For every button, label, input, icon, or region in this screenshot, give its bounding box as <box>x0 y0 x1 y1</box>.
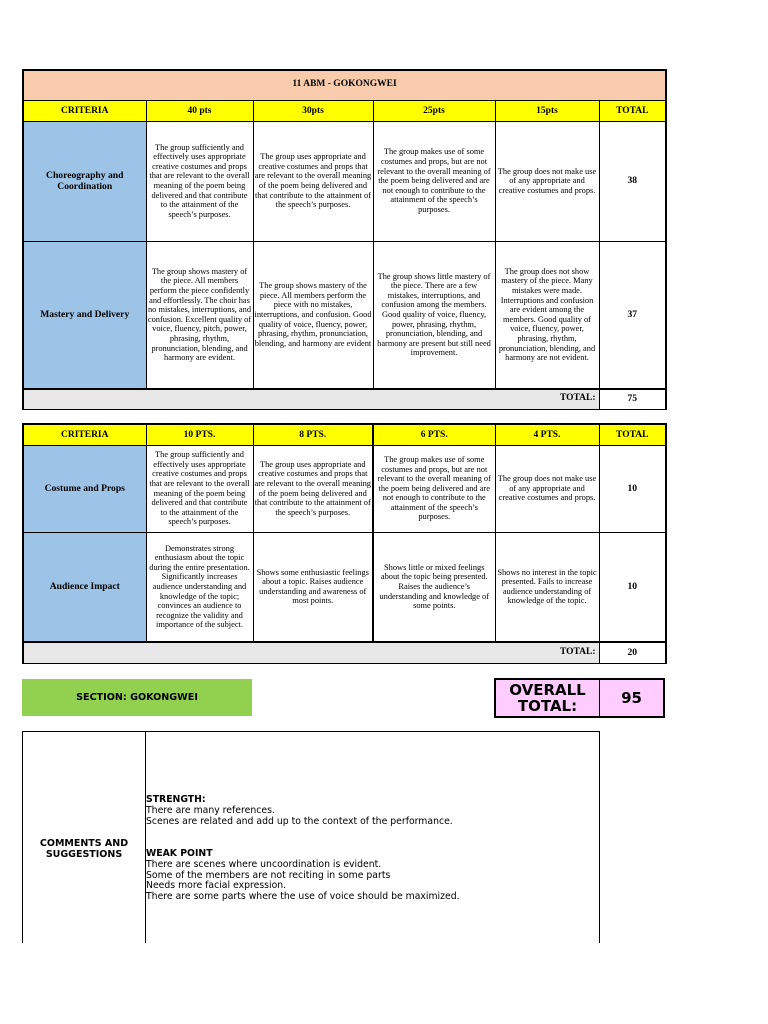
criteria-audience: Audience Impact <box>23 532 146 642</box>
table-row <box>23 121 666 241</box>
overall-total-value-text: 95 <box>621 689 642 707</box>
header-criteria: CRITERIA <box>23 424 146 445</box>
descriptor-cell: The group uses appropriate and creative costumes and props that are relevant to the overall meaning of the poem being delivered and that contribute to the attainment of the speech’s purposes. <box>253 445 373 532</box>
header-8pts: 8 PTS. <box>253 424 373 445</box>
score-cell: 37 <box>599 241 666 389</box>
total-value: 75 <box>599 389 666 409</box>
comments-label-text: COMMENTS AND SUGGESTIONS <box>39 838 129 860</box>
header-4pts: 4 PTS. <box>495 424 599 445</box>
table-row <box>23 532 666 642</box>
weak-point-line: Some of the members are not reciting in some parts <box>146 869 391 881</box>
total-row-spacer <box>23 389 495 409</box>
total-value: 20 <box>599 642 666 663</box>
section-label <box>22 679 252 716</box>
descriptor-cell: The group shows mastery of the piece. All members perform the piece with no mistakes, interruptions, and confusion. Good quality of voice, fluency, power, phrasing, rhythm, pronunciation, blending, and harmony are evident <box>253 241 373 389</box>
rubric-table-2 <box>22 423 667 664</box>
strength-line: Scenes are related and add up to the context of the performance. <box>146 815 453 827</box>
score-cell: 10 <box>599 532 666 642</box>
rubric-table-1 <box>22 69 667 410</box>
criteria-mastery: Mastery and Delivery <box>23 241 146 389</box>
total-label: TOTAL: <box>495 642 599 663</box>
criteria-costume: Costume and Props <box>23 445 146 532</box>
weak-point-line: There are scenes where uncoordination is evident. <box>146 858 382 870</box>
descriptor-cell: The group shows mastery of the piece. All members perform the piece confidently and effortlessly. The choir has no mistakes, interruptions, and confusion. Excellent quality of voice, fluency, pitch, power, phrasing, rhythm, pronunciation, blending, and harmony are evident. <box>146 241 253 389</box>
total-label: TOTAL: <box>495 389 599 409</box>
header-30pts: 30pts <box>253 100 373 121</box>
header-10pts: 10 PTS. <box>146 424 253 445</box>
total-row-spacer <box>23 642 495 663</box>
descriptor-cell: The group sufficiently and effectively uses appropriate creative costumes and props that are relevant to the overall meaning of the poem being delivered and that contribute to the attainment of the speech’s purposes. <box>146 445 253 532</box>
descriptor-cell: The group uses appropriate and creative costumes and props that are relevant to the overall meaning of the poem being delivered and that contribute to the attainment of the speech’s purposes. <box>253 121 373 241</box>
descriptor-cell: The group makes use of some costumes and props, but are not relevant to the overall meaning of the poem being delivered and are not enough to contribute to the attainment of the speech’s purposes. <box>373 445 495 532</box>
descriptor-cell: Shows little or mixed feelings about the topic being presented. Raises the audience’s understanding and knowledge of some points. <box>373 532 495 642</box>
comments-content <box>146 795 596 903</box>
table-row <box>23 241 666 389</box>
header-total: TOTAL <box>599 424 666 445</box>
descriptor-cell: The group does not make use of any appropriate and creative costumes and props. <box>495 121 599 241</box>
descriptor-cell: The group sufficiently and effectively uses appropriate creative costumes and props that are relevant to the overall meaning of the poem being delivered and that contribute to the attainment of the speech’s purposes. <box>146 121 253 241</box>
header-15pts: 15pts <box>495 100 599 121</box>
header-40pts: 40 pts <box>146 100 253 121</box>
table-row <box>23 445 666 532</box>
descriptor-cell: Shows no interest in the topic presented. Fails to increase audience understanding of knowledge of the topic. <box>495 532 599 642</box>
score-cell: 10 <box>599 445 666 532</box>
overall-total-label <box>494 678 600 718</box>
score-cell: 38 <box>599 121 666 241</box>
descriptor-cell: Demonstrates strong enthusiasm about the topic during the entire presentation. Significantly increases audience understanding and knowledge of the topic; convinces an audience to recognize the validity and importance of the subject. <box>146 532 253 642</box>
weak-point-line: Needs more facial expression. <box>146 880 287 892</box>
table-title: 11 ABM - GOKONGWEI <box>23 70 666 100</box>
weak-point-line: There are some parts where the use of voice should be maximized. <box>146 891 460 903</box>
header-criteria: CRITERIA <box>23 100 146 121</box>
header-6pts: 6 PTS. <box>373 424 495 445</box>
section-label-text: SECTION: GOKONGWEI <box>76 692 198 703</box>
weak-point-heading: WEAK POINT <box>146 847 213 859</box>
descriptor-cell: The group does not make use of any appropriate and creative costumes and props. <box>495 445 599 532</box>
criteria-choreography: Choreography and Coordination <box>23 121 146 241</box>
descriptor-cell: Shows some enthusiastic feelings about a topic. Raises audience understanding and awareness of most points. <box>253 532 373 642</box>
header-25pts: 25pts <box>373 100 495 121</box>
descriptor-cell: The group makes use of some costumes and props, but are not relevant to the overall meaning of the poem being delivered and are not enough to contribute to the attainment of the speech’s purposes. <box>373 121 495 241</box>
descriptor-cell: The group shows little mastery of the piece. There are a few mistakes, interruptions, and confusion among the members. Good quality of voice, fluency, power, phrasing, rhythm, pronunciation, blending, and harmony are present but still need improvement. <box>373 241 495 389</box>
strength-line: There are many references. <box>146 804 275 816</box>
strength-heading: STRENGTH: <box>146 794 206 805</box>
overall-total-value <box>599 678 665 718</box>
overall-total-label-text: OVERALL TOTAL: <box>509 681 586 715</box>
descriptor-cell: The group does not show mastery of the piece. Many mistakes were made. Interruptions and confusion are evident among the members. Good quality of voice, fluency, power, phrasing, rhythm, pronunciation, blending, and harmony are not evident. <box>495 241 599 389</box>
comments-label <box>23 838 145 860</box>
header-total: TOTAL <box>599 100 666 121</box>
